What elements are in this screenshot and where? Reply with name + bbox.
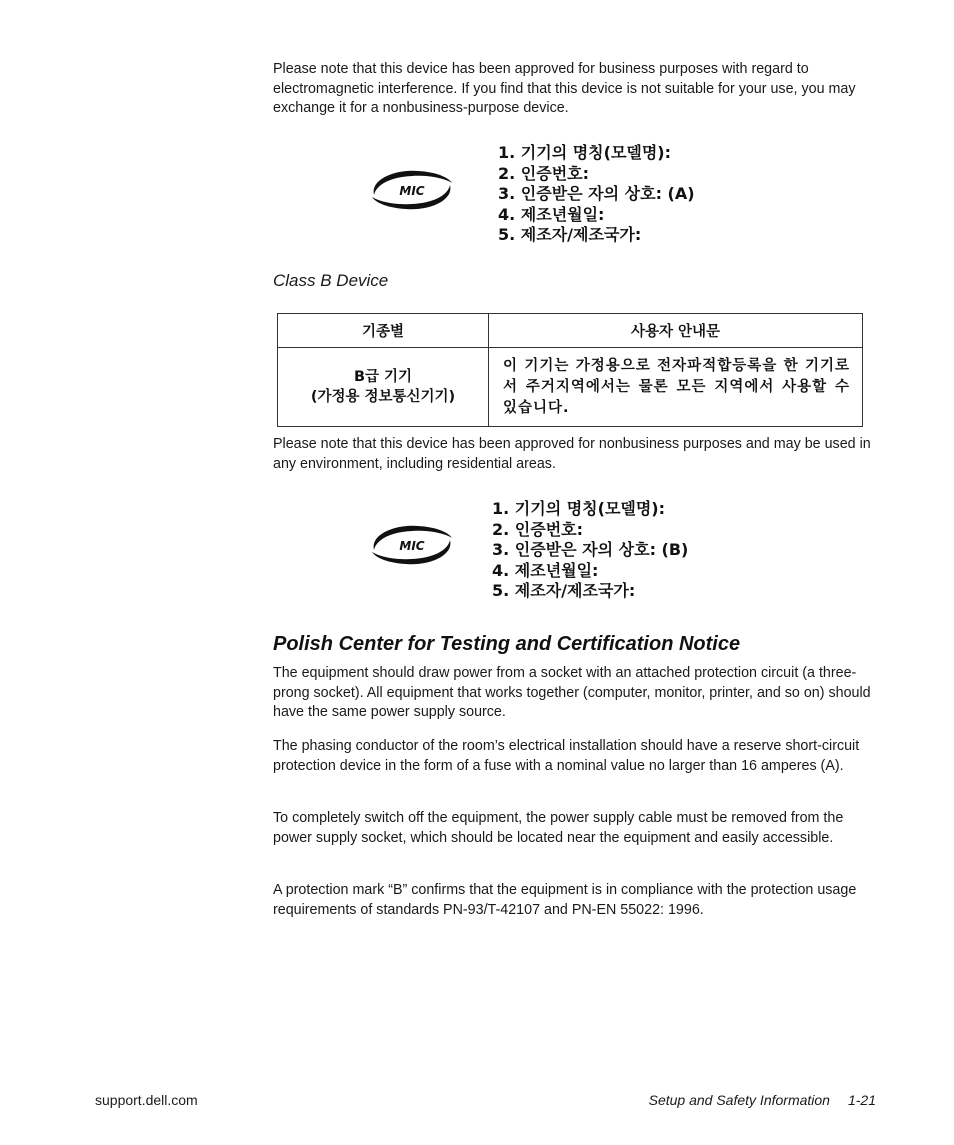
polish-section-title: Polish Center for Testing and Certification Notice (273, 633, 741, 655)
mic-logo-text: MIC (399, 539, 425, 553)
polish-paragraph-4: A protection mark “B” confirms that the equipment is in compliance with the protection usage requirements of standards PN-93/T-42107 and PN-EN 55022: 1996. (273, 882, 857, 918)
table-row (278, 348, 863, 427)
table-cell-device (278, 348, 489, 427)
mic-logo-text: MIC (399, 184, 425, 198)
list-item: 2. 인증번호: (498, 163, 590, 183)
polish-paragraph-2: The phasing conductor of the room’s electrical installation should have a reserve short-circuit protection device in the form of a fuse with a nominal value no larger than 16 amperes (A). (273, 738, 860, 774)
list-item: 4. 제조년월일: (492, 560, 599, 580)
table-header-device-type: 기종별 (278, 314, 489, 348)
class-b-table (277, 313, 863, 427)
table-header-user-notice: 사용자 안내문 (489, 314, 863, 348)
polish-paragraph-1: The equipment should draw power from a socket with an attached protection circuit (a three-prong socket). All equipment that works together (computer, monitor, printer, and so on) should have the same power supply source. (273, 665, 871, 720)
mic-logo-icon (366, 165, 458, 215)
class-b-paragraph: Please note that this device has been approved for nonbusiness purposes and may be used in any environment, including residential areas. (273, 436, 871, 472)
list-item: 5. 제조자/제조국가: (498, 225, 642, 244)
list-item: 3. 인증받은 자의 상호: (B) (492, 540, 689, 559)
footer-doc-title: Setup and Safety Information (648, 1092, 830, 1108)
polish-paragraph-3: To completely switch off the equipment, the power supply cable must be removed from the power supply socket, which should be located near the equipment and easily accessible. (273, 810, 844, 846)
footer-site: support.dell.com (95, 1092, 198, 1108)
list-item: 3. 인증받은 자의 상호: (A) (498, 184, 695, 203)
table-header-row (278, 314, 863, 348)
list-item: 2. 인증번호: (492, 519, 584, 539)
device-class-description: (가정용 정보통신기기) (310, 389, 456, 405)
device-class-label: B급 기기 (353, 369, 413, 385)
list-item: 4. 제조년월일: (498, 204, 605, 224)
mic-class-b-list (492, 499, 688, 602)
table-cell-notice: 이 기기는 가정용으로 전자파적합등록을 한 기기로서 주거지역에서는 물론 모든 지역에서 사용할 수 있습니다. (489, 348, 863, 427)
intro-paragraph: Please note that this device has been approved for business purposes with regard to electromagnetic interference. If you find that this device is not suitable for your use, you may exchange it for a nonbusiness-purpose device. (273, 61, 856, 116)
list-item: 1. 기기의 명칭(모델명): (498, 143, 672, 162)
page-number: 1-21 (847, 1092, 876, 1108)
mic-class-a-list (498, 143, 695, 246)
class-b-heading: Class B Device (273, 271, 389, 290)
list-item: 1. 기기의 명칭(모델명): (492, 499, 666, 518)
mic-logo-icon (366, 520, 458, 570)
footer-doc-info (649, 1092, 876, 1108)
list-item: 5. 제조자/제조국가: (492, 581, 636, 600)
